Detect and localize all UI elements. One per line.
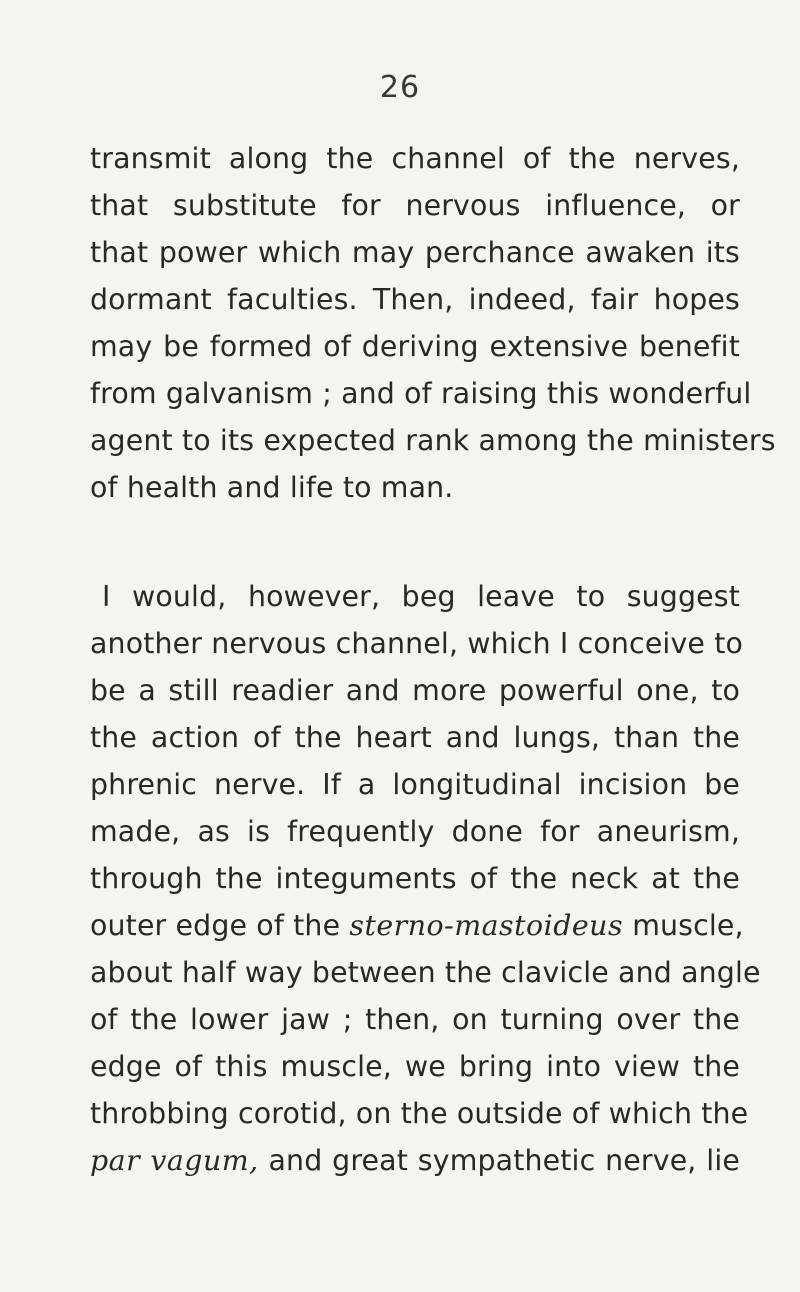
text-line: of the lower jaw ; then, on turning over the	[90, 1003, 740, 1036]
text-line: transmit along the channel of the nerves,	[90, 142, 740, 175]
text-line: the action of the heart and lungs, than the	[90, 721, 740, 754]
text-line: that power which may perchance awaken its	[90, 236, 740, 269]
text-line: phrenic nerve. If a longitudinal incision be	[90, 768, 740, 801]
text-line: from galvanism ; and of raising this wonderful	[90, 377, 752, 410]
text-line: dormant faculties. Then, indeed, fair hopes	[90, 283, 740, 316]
paragraph-2	[90, 573, 761, 1184]
text-line-with-italic	[90, 902, 744, 949]
italic-term: sterno-mastoideus	[349, 909, 624, 942]
text-run: and great sympathetic nerve, lie	[258, 1144, 740, 1177]
text-line: edge of this muscle, we bring into view the	[90, 1050, 740, 1083]
text-line: may be formed of deriving extensive benefit	[90, 330, 740, 363]
text-line: made, as is frequently done for aneurism,	[90, 815, 740, 848]
paragraph-1	[90, 135, 776, 511]
text-line: of health and life to man.	[90, 471, 454, 504]
text-line: throbbing corotid, on the outside of which the	[90, 1097, 749, 1130]
text-line: that substitute for nervous influence, or	[90, 189, 740, 222]
text-line: I would, however, beg leave to suggest	[102, 580, 740, 613]
text-line: be a still readier and more powerful one, to	[90, 674, 740, 707]
text-line: about half way between the clavicle and angle	[90, 956, 761, 989]
text-line: through the integuments of the neck at the	[90, 862, 740, 895]
text-line: another nervous channel, which I conceive to	[90, 627, 744, 660]
text-run: outer edge of the	[90, 909, 350, 942]
text-run: muscle,	[623, 909, 744, 942]
text-line-with-italic	[90, 1137, 740, 1184]
italic-term: par vagum,	[90, 1144, 259, 1177]
page-number: 26	[379, 70, 421, 105]
text-line: agent to its expected rank among the ministers	[90, 424, 776, 457]
